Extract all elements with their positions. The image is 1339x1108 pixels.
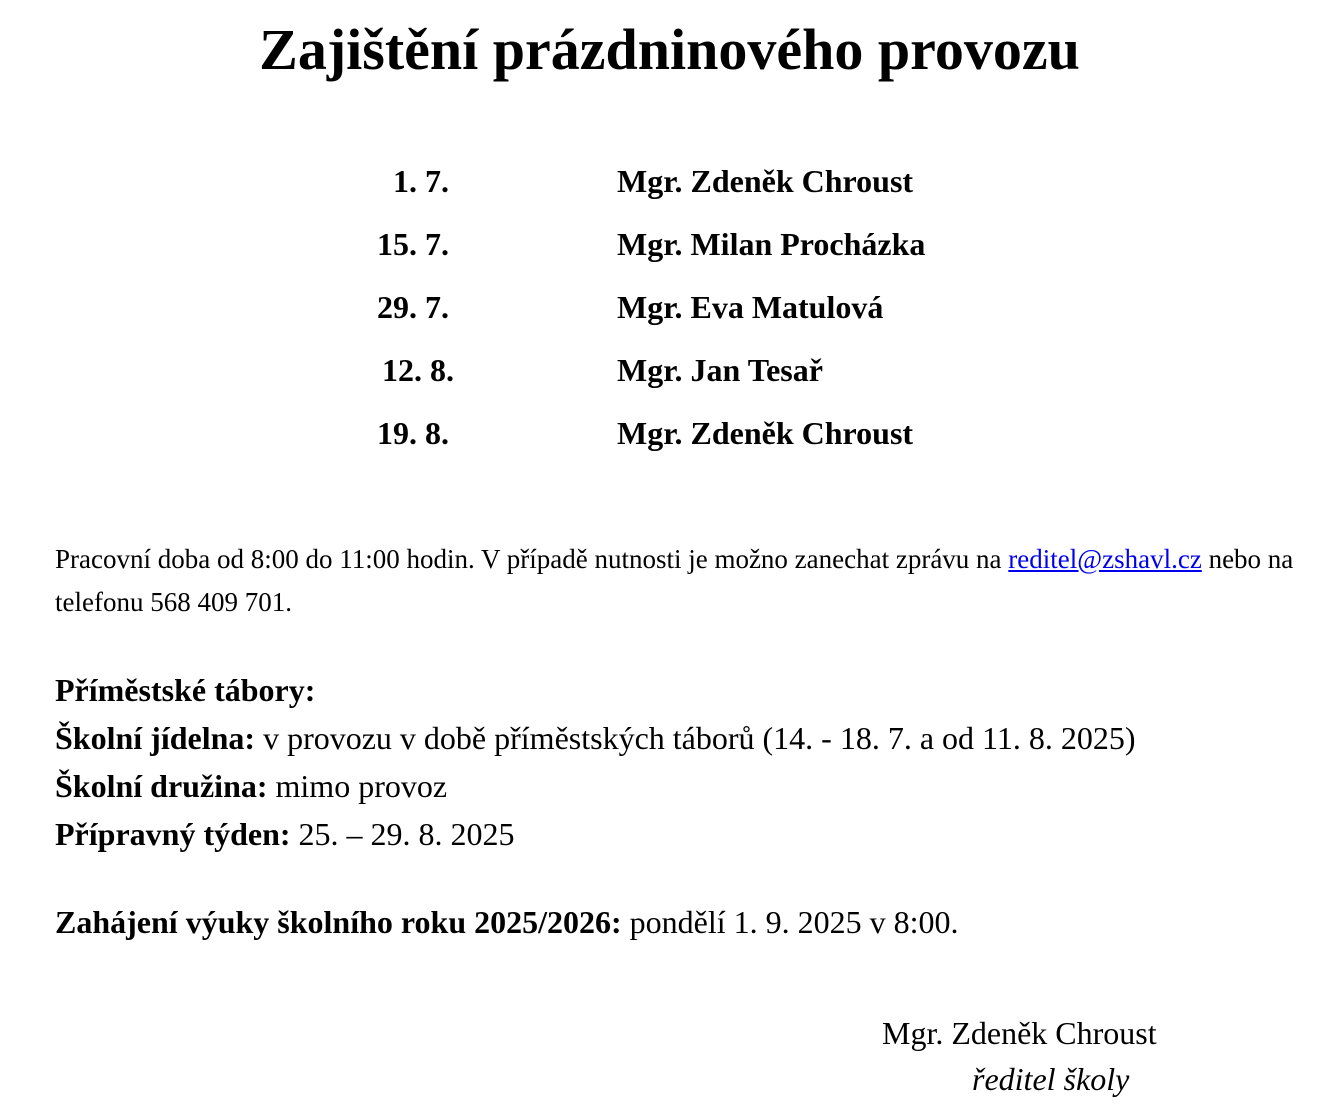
- working-hours-paragraph: [55, 538, 1315, 624]
- school-year-start-label: Zahájení výuky školního roku 2025/2026:: [55, 904, 622, 940]
- schedule-date: 15. 7.: [377, 226, 449, 262]
- schedule-row: [0, 155, 1339, 218]
- info-block: [55, 666, 1335, 858]
- canteen-label: Školní jídelna:: [55, 720, 256, 756]
- phone-text: nebo na telefonu 568 409 701.: [55, 544, 1294, 617]
- schedule-person: Mgr. Jan Tesař: [617, 352, 823, 388]
- schedule-person: Mgr. Zdeněk Chroust: [617, 163, 914, 199]
- working-hours-text: Pracovní doba od 8:00 do 11:00 hodin. V případě nutnosti je možno zanechat zprávu na: [55, 544, 1009, 574]
- prep-week-line: [55, 810, 1335, 858]
- camps-line: [55, 666, 1335, 714]
- schedule-date: 1. 7.: [393, 163, 449, 199]
- camps-label: Příměstské tábory:: [55, 672, 316, 708]
- prep-week-value: 25. – 29. 8. 2025: [290, 816, 515, 852]
- schedule-date: 19. 8.: [377, 415, 449, 451]
- club-label: Školní družina:: [55, 768, 268, 804]
- schedule-date: 29. 7.: [377, 289, 449, 325]
- schedule-list: [0, 155, 1339, 470]
- signature-block: [882, 1010, 1157, 1102]
- schedule-person: Mgr. Eva Matulová: [617, 289, 884, 325]
- schedule-row: [0, 218, 1339, 281]
- schedule-row: [0, 407, 1339, 470]
- schedule-row: [0, 281, 1339, 344]
- schedule-person: Mgr. Milan Procházka: [617, 226, 926, 262]
- school-year-start: [55, 898, 1335, 946]
- club-value: mimo provoz: [267, 768, 448, 804]
- canteen-value: v provozu v době příměstských táborů (14. - 18. 7. a od 11. 8. 2025): [255, 720, 1136, 756]
- club-line: [55, 762, 1335, 810]
- email-link[interactable]: reditel@zshavl.cz: [1008, 544, 1202, 574]
- schedule-row: [0, 344, 1339, 407]
- school-year-start-value: pondělí 1. 9. 2025 v 8:00.: [621, 904, 959, 940]
- page-title: Zajištění prázdninového provozu: [259, 17, 1080, 82]
- schedule-date: 12. 8.: [382, 352, 454, 388]
- canteen-line: [55, 714, 1335, 762]
- schedule-person: Mgr. Zdeněk Chroust: [617, 415, 914, 451]
- prep-week-label: Přípravný týden:: [55, 816, 291, 852]
- signature-name: Mgr. Zdeněk Chroust: [882, 1015, 1157, 1051]
- signature-role: ředitel školy: [972, 1061, 1130, 1097]
